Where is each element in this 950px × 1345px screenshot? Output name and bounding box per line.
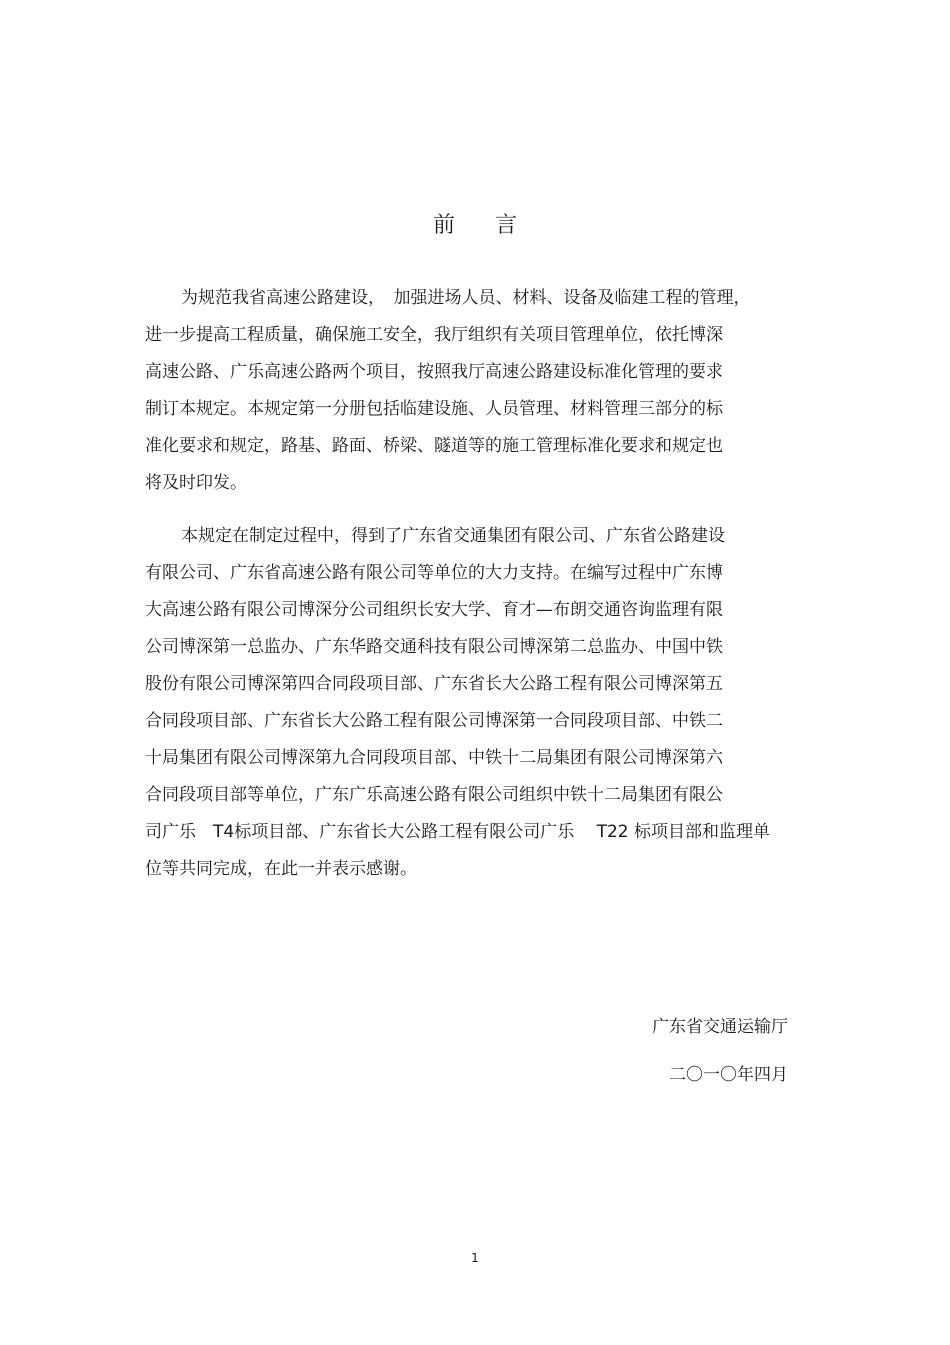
paragraph-line: 为规范我省高速公路建设， 加强进场人员、材料、设备及临建工程的管理， bbox=[181, 288, 751, 308]
paragraph-line: 进一步提高工程质量，确保施工安全，我厅组织有关项目管理单位，依托博深 bbox=[145, 325, 723, 345]
paragraph-line: 公司博深第一总监办、广东华路交通科技有限公司博深第二总监办、中国中铁 bbox=[145, 637, 723, 657]
paragraph-2 bbox=[145, 518, 795, 888]
title-char-2: 言 bbox=[495, 213, 518, 238]
paragraph-line: 有限公司、广东省高速公路有限公司等单位的大力支持。在编写过程中广东博 bbox=[145, 563, 723, 583]
paragraph-line: 司广乐 T4标项目部、广东省长大公路工程有限公司广乐 T22 标项目部和监理单 bbox=[145, 822, 771, 842]
signature-organization: 广东省交通运输厅 bbox=[652, 1017, 788, 1037]
paragraph-line: 十局集团有限公司博深第九合同段项目部、中铁十二局集团有限公司博深第六 bbox=[145, 748, 723, 768]
paragraph-line: 高速公路、广乐高速公路两个项目，按照我厅高速公路建设标准化管理的要求 bbox=[145, 362, 723, 382]
paragraph-line: 合同段项目部等单位，广东广乐高速公路有限公司组织中铁十二局集团有限公 bbox=[145, 785, 723, 805]
paragraph-1 bbox=[145, 280, 795, 502]
paragraph-line: 股份有限公司博深第四合同段项目部、广东省长大公路工程有限公司博深第五 bbox=[145, 674, 723, 694]
page-title bbox=[0, 208, 950, 239]
paragraph-line: 制订本规定。本规定第一分册包括临建设施、人员管理、材料管理三部分的标 bbox=[145, 399, 723, 419]
page-number: 1 bbox=[471, 1251, 479, 1265]
signature-date: 二〇一〇年四月 bbox=[669, 1065, 788, 1085]
paragraph-line: 将及时印发。 bbox=[145, 473, 247, 493]
paragraph-line: 合同段项目部、广东省长大公路工程有限公司博深第一合同段项目部、中铁二 bbox=[145, 711, 723, 731]
paragraph-line: 本规定在制定过程中，得到了广东省交通集团有限公司、广东省公路建设 bbox=[181, 526, 725, 546]
paragraph-line: 准化要求和规定，路基、路面、桥梁、隧道等的施工管理标准化要求和规定也 bbox=[145, 436, 723, 456]
title-char-1: 前 bbox=[432, 213, 455, 238]
paragraph-line: 位等共同完成，在此一并表示感谢。 bbox=[145, 859, 417, 879]
paragraph-line: 大高速公路有限公司博深分公司组织长安大学、育才—布朗交通咨询监理有限 bbox=[145, 600, 723, 620]
